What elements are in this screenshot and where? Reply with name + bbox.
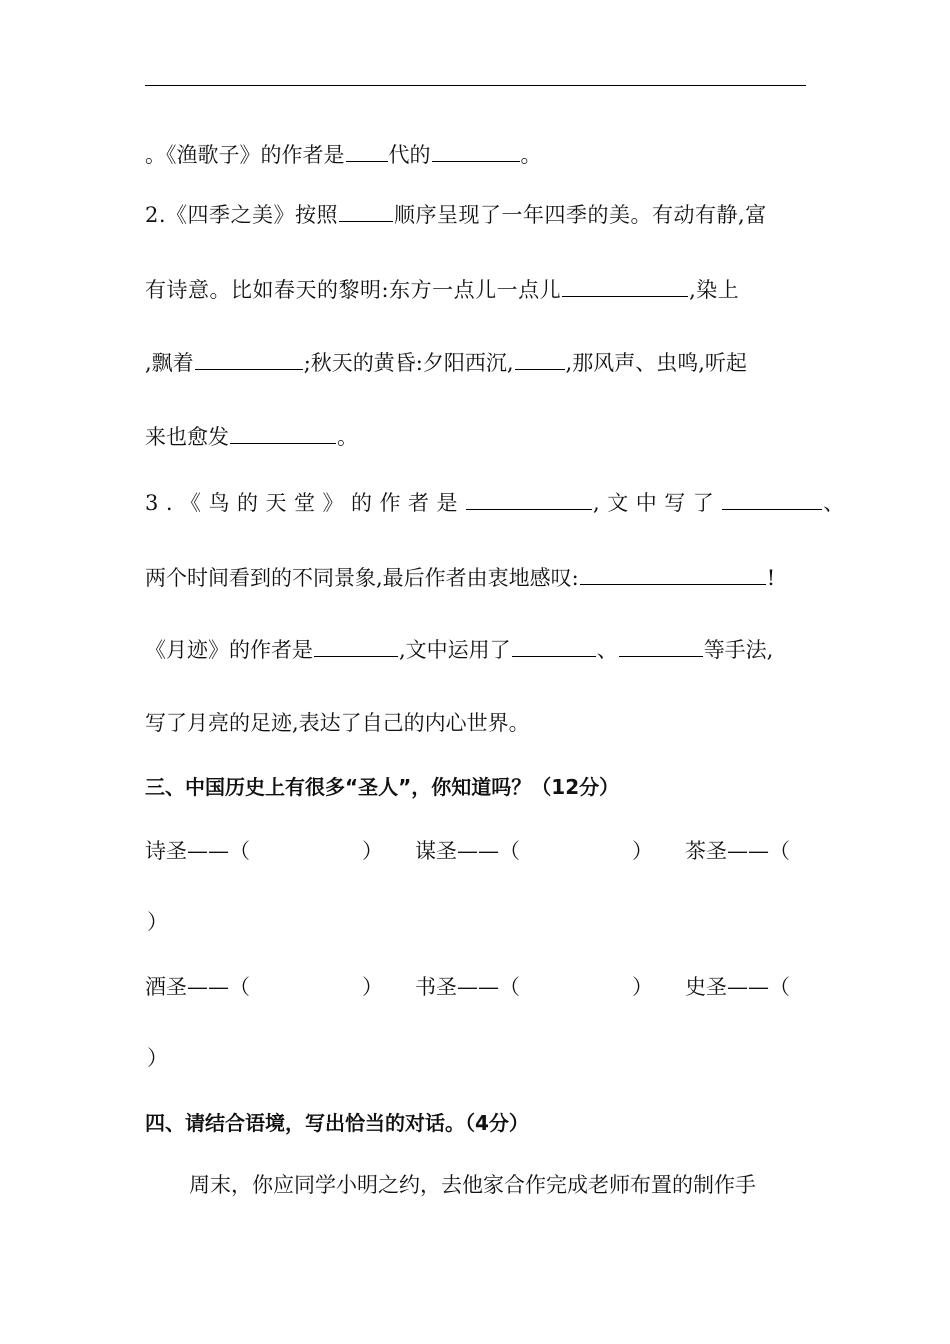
header-rule <box>145 85 806 86</box>
saint-item-label: 茶圣——（ <box>685 839 790 863</box>
answer-blank[interactable] <box>432 141 520 162</box>
question-line-6: 3.《鸟的天堂》的作者是 ,文中写了 、 <box>145 491 852 515</box>
answer-blank[interactable] <box>580 564 766 585</box>
answer-blank[interactable] <box>512 636 596 657</box>
answer-blank[interactable] <box>562 276 688 297</box>
saint-item-label: 书圣——（ <box>415 975 520 999</box>
section-3-heading: 三、中国历史上有很多“圣人”，你知道吗？（12分） <box>145 775 620 799</box>
answer-blank[interactable] <box>314 636 398 657</box>
answer-blank[interactable] <box>339 201 393 222</box>
saint-item-label: 史圣——（ <box>685 975 790 999</box>
saint-item-close: ） <box>147 910 168 934</box>
saint-item-close: ） <box>147 1046 168 1070</box>
saint-item-close: ） <box>362 839 383 863</box>
question-line-2: 2.《四季之美》按照 顺序呈现了一年四季的美。有动有静,富 <box>145 203 767 227</box>
question-line-9: 写了月亮的足迹,表达了自己的内心世界。 <box>145 711 530 735</box>
answer-blank[interactable] <box>619 636 703 657</box>
answer-blank[interactable] <box>346 141 388 162</box>
section-4-heading: 四、请结合语境，写出恰当的对话。（4分） <box>145 1111 529 1135</box>
answer-blank[interactable] <box>195 349 303 370</box>
question-line-5: 来也愈发 。 <box>145 425 358 449</box>
question-line-7: 两个时间看到的不同景象,最后作者由衷地感叹: ! <box>145 566 776 590</box>
question-line-1: 。《渔歌子》的作者是 代的 。 <box>145 143 542 167</box>
saint-item-label: 酒圣——（ <box>145 975 250 999</box>
question-line-4: ,飘着 ;秋天的黄昏:夕阳西沉, ,那风声、虫鸣,听起 <box>145 351 747 375</box>
question-line-3: 有诗意。比如春天的黎明:东方一点儿一点儿 ,染上 <box>145 278 740 302</box>
saint-item-close: ） <box>632 839 653 863</box>
section-4-paragraph: 周末，你应同学小明之约，去他家合作完成老师布置的制作手 <box>189 1173 756 1197</box>
saint-item-close: ） <box>362 975 383 999</box>
answer-blank[interactable] <box>515 349 565 370</box>
question-line-8: 《月迹》的作者是 ,文中运用了 、 等手法, <box>145 638 774 662</box>
answer-blank[interactable] <box>230 423 336 444</box>
saint-item-label: 诗圣——（ <box>145 839 250 863</box>
answer-blank[interactable] <box>466 489 592 510</box>
saint-item-label: 谋圣——（ <box>415 839 520 863</box>
answer-blank[interactable] <box>722 489 822 510</box>
saint-item-close: ） <box>632 975 653 999</box>
